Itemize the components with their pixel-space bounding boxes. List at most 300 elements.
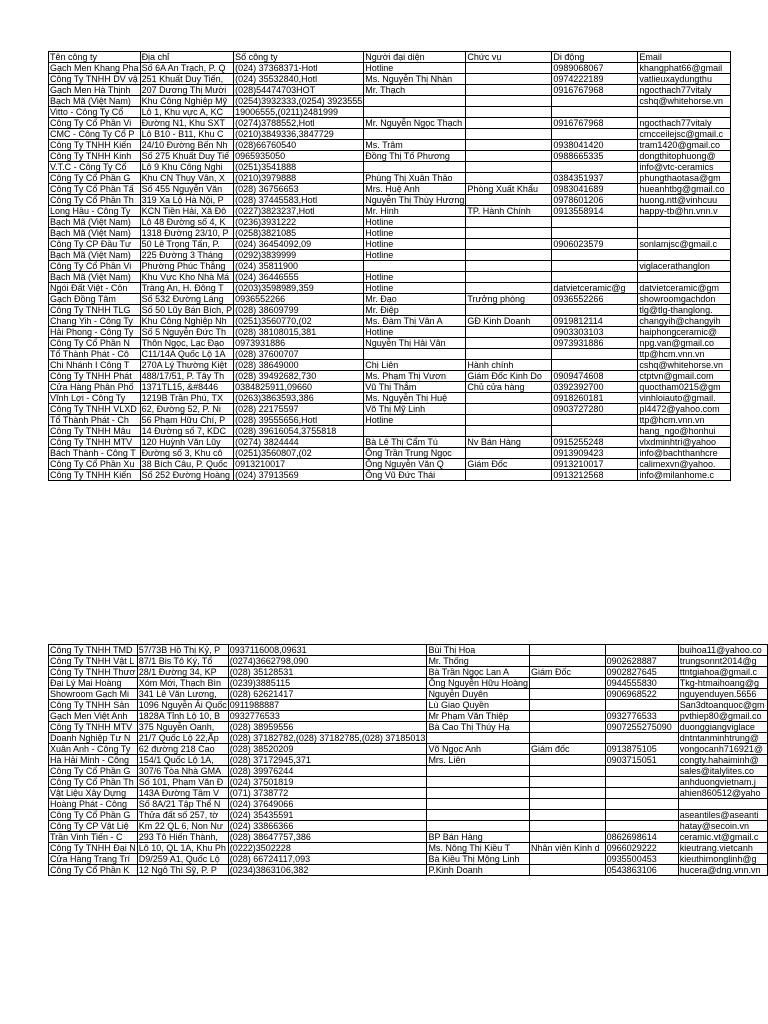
cell-company: Bạch Mã (Việt Nam) — [49, 217, 141, 228]
cell-position — [466, 448, 552, 459]
cell-address: Km 22 QL 6, Non Nư — [137, 821, 228, 832]
table-row — [49, 645, 768, 656]
cell-mobile: 0918260181 — [552, 393, 638, 404]
cell-address: 488/17/51, P. Tây Th — [140, 371, 234, 382]
cell-address: 24/10 Đường Bến Nh — [140, 140, 234, 151]
cell-contact: BP Bán Hàng — [427, 832, 530, 843]
cell-email: pl4472@yahoo.com — [638, 404, 731, 415]
cell-address: D9/259 A1, Quốc Lộ — [137, 854, 228, 865]
cell-contact: Ông Vũ Đức Thái — [364, 470, 466, 481]
cell-email: ctptvn@gmail.com — [638, 371, 731, 382]
cell-mobile: 0938041420 — [552, 140, 638, 151]
table-row — [49, 195, 731, 206]
cell-position — [466, 426, 552, 437]
cell-phone: (0210)3979888 — [234, 173, 364, 184]
cell-phone: (028) 38520209 — [228, 744, 427, 755]
cell-contact: Ông Nguyễn Hữu Hoàng — [428, 678, 529, 688]
cell-position: GĐ Kinh Doanh — [466, 316, 552, 327]
cell-email: info@vtc-ceramics — [638, 162, 731, 173]
cell-mobile: 0974222189 — [552, 74, 638, 85]
cell-contact: Hotline — [364, 217, 466, 228]
cell-company: Vật Liệu Xây Dựng — [49, 788, 138, 799]
cell-position — [530, 645, 606, 656]
cell-position — [466, 338, 552, 349]
cell-position — [530, 865, 606, 876]
cell-phone: (0227)3823237,Hotl — [234, 206, 364, 217]
cell-mobile — [605, 700, 678, 711]
cell-address: 21/7 Quốc Lộ 22,Ấp — [137, 733, 228, 744]
table-row — [49, 755, 768, 766]
cell-address: Lô B10 - B11, Khu C — [140, 129, 234, 140]
cell-position — [530, 788, 606, 799]
cell-phone: (028) 38108015,381 — [234, 327, 364, 338]
cell-position — [466, 173, 552, 184]
cell-contact: Mr. Nguyễn Ngọc Thạch — [364, 118, 466, 129]
table-row — [49, 162, 731, 173]
header-cell-contact: Người đại diện — [364, 52, 466, 63]
cell-contact — [427, 777, 530, 788]
cell-address: Số 252 Đường Hoàng — [140, 470, 234, 481]
cell-contact: Ms. Trâm — [364, 140, 466, 151]
table-row — [49, 272, 731, 283]
table-row — [49, 63, 731, 74]
cell-contact: Ms. Phạm Thị Vươn — [364, 371, 466, 382]
cell-mobile: 0902827645 — [605, 667, 678, 678]
cell-mobile: 0936552266 — [552, 294, 638, 305]
cell-position — [466, 118, 552, 129]
cell-phone: (0263)3863593,386 — [234, 393, 364, 404]
cell-mobile: 0944555830 — [605, 678, 678, 689]
cell-mobile: 0913909423 — [552, 448, 638, 459]
table-row — [49, 349, 731, 360]
cell-contact: Hotline — [364, 228, 466, 239]
cell-company: Bạch Mã (Việt Nam) — [49, 96, 141, 107]
cell-phone: (024) 35435591 — [228, 810, 427, 821]
cell-position — [466, 261, 552, 272]
header-row — [49, 52, 731, 63]
table-row — [49, 689, 768, 700]
cell-email: ttp@hcm.vnn.vn — [638, 349, 731, 360]
table-row — [49, 722, 768, 733]
cell-position — [466, 272, 552, 283]
cell-mobile: 0392392700 — [552, 382, 638, 393]
cell-company: Công Ty TNHH Mâu — [49, 426, 141, 437]
cell-contact: Mr. Điệp — [364, 305, 466, 316]
cell-mobile — [605, 733, 678, 744]
cell-position — [530, 810, 606, 821]
table-row — [49, 448, 731, 459]
cell-phone: (0254)3932333,(0254) 3923555 — [235, 96, 363, 106]
table-row — [49, 129, 731, 140]
cell-phone: (024) 35532840,Hotl — [234, 74, 364, 85]
cell-position — [466, 195, 552, 206]
cell-contact: Võ Ngọc Anh — [427, 744, 530, 755]
cell-position — [466, 96, 552, 107]
cell-contact: Chị Liên — [364, 360, 466, 371]
cell-email: vinhloiauto@gmail. — [638, 393, 731, 404]
cell-address: Số 101, Phạm Văn Đ — [137, 777, 228, 788]
cell-contact: Mr. Đạo — [364, 294, 466, 305]
cell-phone: (028) 37445583,Hotl — [234, 195, 364, 206]
cell-address: 14 Đường số 7, KDC — [140, 426, 234, 437]
cell-address: Số 275 Khuất Duy Tiế — [140, 151, 234, 162]
cell-phone: (024) 37649066 — [228, 799, 427, 810]
table-row — [49, 382, 731, 393]
cell-company: Bạch Mã (Việt Nam) — [49, 250, 141, 261]
cell-address: 87/1 Bis Tô Ký, Tổ — [137, 656, 228, 667]
cell-address: 28/1 Đường 34, KP — [137, 667, 228, 678]
cell-address: Số 532 Đường Láng — [140, 294, 234, 305]
cell-company: Công Ty TNHH Kiến — [49, 470, 141, 481]
cell-company: Doanh Nghiệp Tư N — [49, 733, 138, 744]
cell-address: KCN Tiền Hải, Xã Đô — [140, 206, 234, 217]
cell-address: 38 Bích Câu, P. Quốc — [140, 459, 234, 470]
cell-company: Công Ty Cổ Phần Tấ — [49, 184, 141, 195]
cell-mobile — [552, 129, 638, 140]
cell-position: Chủ cửa hàng — [466, 382, 552, 393]
cell-phone: (028) 39616054,3755818 — [234, 426, 364, 437]
contacts-table-top — [48, 51, 731, 481]
cell-contact: Đồng Thị Tố Phương — [364, 151, 466, 162]
cell-mobile: 0903715051 — [605, 755, 678, 766]
table-row — [49, 404, 731, 415]
cell-contact: Bà Kiều Thị Mộng Linh — [427, 854, 530, 865]
cell-email — [678, 799, 767, 810]
cell-contact — [427, 810, 530, 821]
cell-position: TP. Hành Chính — [466, 206, 552, 217]
cell-phone: (0258)3821085 — [234, 228, 364, 239]
cell-mobile: 0989068067 — [552, 63, 638, 74]
cell-address: 341 Lê Văn Lương, — [137, 689, 228, 700]
cell-email: hueanhtbg@gmail.co — [638, 184, 731, 195]
cell-phone: (0274)3662798,090 — [228, 656, 427, 667]
cell-company: Bách Thành - Công T — [49, 448, 141, 459]
cell-company: Chi Nhánh I Công T — [49, 360, 141, 371]
cell-phone: (028) 22175597 — [234, 404, 364, 415]
cell-email: ngocthach77vitaly — [638, 85, 731, 96]
cell-address: 120 Huỳnh Văn Lũy — [140, 437, 234, 448]
cell-position — [530, 821, 606, 832]
cell-mobile — [552, 305, 638, 316]
table-row — [49, 327, 731, 338]
cell-email: viglacerathanglon — [638, 261, 731, 272]
cell-company: Công Ty Cổ Phần Vi — [49, 261, 141, 272]
cell-address: 62 đường 218 Cao — [137, 744, 228, 755]
table-row — [49, 678, 768, 689]
cell-address: 62, Đường 52, P. Ni — [140, 404, 234, 415]
table-row — [49, 338, 731, 349]
cell-email: info@milanhome.c — [638, 470, 731, 481]
cell-phone: (0251)3560770,(02 — [234, 316, 364, 327]
contacts-table-bottom — [48, 644, 768, 876]
cell-position: Phòng Xuất Khẩu — [466, 184, 552, 195]
cell-company: Chang Yih - Công Ty — [49, 316, 141, 327]
cell-mobile — [605, 645, 678, 656]
cell-contact — [427, 788, 530, 799]
cell-phone: (028) 38647757,386 — [228, 832, 427, 843]
cell-contact: Mr. Hinh — [364, 206, 466, 217]
cell-contact: Ms. Nguyễn Thị Huệ — [364, 393, 466, 404]
cell-mobile: 0903727280 — [552, 404, 638, 415]
cell-position — [466, 140, 552, 151]
cell-company: Long Hầu - Công Ty — [49, 206, 141, 217]
cell-company: Vĩnh Lợi - Công Ty — [49, 393, 141, 404]
cell-email: nguyenduyen.5656 — [678, 689, 767, 700]
table-row — [49, 788, 768, 799]
cell-company: Bạch Mã (Việt Nam) — [49, 272, 141, 283]
table-row — [49, 832, 768, 843]
cell-company: Công Ty TNHH MTV — [49, 722, 138, 733]
cell-company: Cửa Hàng Phân Phố — [49, 382, 141, 393]
cell-company: Công Ty Cổ Phần Th — [49, 195, 141, 206]
cell-phone: (024) 37913569 — [234, 470, 364, 481]
cell-company: Cửa Hàng Trang Trí — [49, 854, 138, 865]
cell-address: 57/73B Hồ Thị Kỷ, P — [137, 645, 228, 656]
cell-address: 56 Phạm Hữu Chí, P — [140, 415, 234, 426]
cell-email: trungsonnt2014@g — [678, 656, 767, 667]
table-row — [49, 107, 731, 118]
cell-company: Công Ty TNHH Thươ — [50, 667, 136, 677]
cell-phone: (0251)3541888 — [234, 162, 364, 173]
cell-email: anhduongvietnam.j — [678, 777, 767, 788]
cell-mobile: 0932776533 — [605, 711, 678, 722]
cell-mobile: 0903303103 — [552, 327, 638, 338]
cell-contact: Mr. Thống — [427, 656, 530, 667]
cell-mobile: 0906968522 — [605, 689, 678, 700]
table-row — [49, 206, 731, 217]
cell-phone: (0234)3863106,382 — [228, 865, 427, 876]
cell-address: Số 8A/21 Tập Thể N — [137, 799, 228, 810]
cell-mobile: 0902628887 — [605, 656, 678, 667]
cell-phone: 0932776533 — [228, 711, 427, 722]
cell-company: Tổ Thành Phát - Cô — [49, 349, 141, 360]
table-row — [49, 744, 768, 755]
cell-phone: (028) 38649000 — [234, 360, 364, 371]
cell-company: Gạch Men Hà Thịnh — [49, 85, 141, 96]
cell-mobile: 0909474608 — [552, 371, 638, 382]
cell-email — [638, 217, 731, 228]
cell-email: khangphat66@gmail — [638, 63, 731, 74]
cell-phone: 0965935050 — [234, 151, 364, 162]
cell-email: congty.hahaiminh@ — [678, 755, 767, 766]
cell-mobile — [552, 261, 638, 272]
cell-address: Lô 48 Đường số 4, K — [140, 217, 234, 228]
cell-position — [530, 700, 606, 711]
cell-email: sales@italylites.co — [678, 766, 767, 777]
cell-email: Tkg-htmaihoang@g — [678, 678, 767, 689]
cell-email: npg.van@gmail.co — [638, 338, 731, 349]
cell-company: Công Ty CP Vật Liệ — [49, 821, 138, 832]
table-row — [49, 426, 731, 437]
cell-email: ceramic.vt@gmail.c — [678, 832, 767, 843]
cell-company: Xuân Anh - Công Ty — [49, 744, 138, 755]
cell-mobile: 0907255275090 — [605, 722, 678, 733]
header-cell-company: Tên công ty — [49, 52, 141, 63]
cell-phone: 19006555,(0211)2481999 — [234, 107, 364, 118]
cell-company: Hoàng Phát - Công — [49, 799, 138, 810]
table-row — [49, 810, 768, 821]
cell-mobile — [552, 360, 638, 371]
cell-mobile — [552, 426, 638, 437]
cell-address: Đường N1, Khu SXT — [140, 118, 234, 129]
cell-contact: Ông Nguyễn Văn Q — [364, 459, 466, 470]
cell-email: happy-tb@hn.vnn.v — [638, 206, 731, 217]
cell-position — [530, 799, 606, 810]
cell-mobile — [552, 162, 638, 173]
cell-contact: Bà Lê Thị Cẩm Tú — [364, 437, 466, 448]
table-row — [49, 228, 731, 239]
cell-contact — [364, 107, 466, 118]
cell-position — [466, 327, 552, 338]
cell-phone: (024) 36446555 — [234, 272, 364, 283]
cell-phone: (028) 38959556 — [228, 722, 427, 733]
cell-contact: Mr Phạm Văn Thiệp — [427, 711, 530, 722]
cell-company: Bạch Mã (Việt Nam) — [49, 228, 141, 239]
cell-company: Ngói Đất Việt - Côn — [49, 283, 141, 294]
cell-email: huong.ntt@vinhcuu — [638, 195, 731, 206]
cell-phone: 0937116008,09631 — [228, 645, 427, 656]
table-row — [49, 656, 768, 667]
cell-address: Tràng An, H. Đông T — [140, 283, 234, 294]
cell-contact — [364, 162, 466, 173]
cell-mobile — [605, 766, 678, 777]
cell-position — [466, 393, 552, 404]
cell-mobile: 0966029222 — [605, 843, 678, 854]
cell-phone: (024) 36454092,09 — [234, 239, 364, 250]
cell-phone: 0911988887 — [228, 700, 427, 711]
cell-phone: 0384825911,09660 — [234, 382, 364, 393]
cell-phone: (0210)3849336,3847729 — [234, 129, 364, 140]
cell-mobile: 0862698614 — [605, 832, 678, 843]
cell-contact: Nguyễn Thị Hải Vân — [364, 338, 466, 349]
cell-mobile — [552, 272, 638, 283]
cell-email: info@bachthanhcre — [638, 448, 731, 459]
cell-position: Giám đốc — [530, 744, 606, 755]
cell-position — [466, 283, 552, 294]
cell-phone: (024) 37501819 — [228, 777, 427, 788]
cell-company: Công Ty TNHH Phát — [49, 371, 141, 382]
cell-company: Trần Vinh Tiến - C — [49, 832, 138, 843]
cell-address: 293 Tô Hiến Thành, — [137, 832, 228, 843]
cell-position — [466, 239, 552, 250]
table-row — [49, 96, 731, 107]
cell-email: tlg@tlg-thanglong. — [638, 305, 731, 316]
cell-contact: Ms. Nguyễn Thị Nhàn — [364, 74, 466, 85]
cell-address: Khu Công Nghiệp Nh — [140, 316, 234, 327]
cell-mobile: 0988665335 — [552, 151, 638, 162]
table-row — [49, 239, 731, 250]
cell-position — [466, 107, 552, 118]
cell-address: 143A Đường Tầm V — [137, 788, 228, 799]
cell-phone: (028) 37172945,371 — [228, 755, 427, 766]
cell-email: kieutrang.vietcanh — [678, 843, 767, 854]
cell-phone: (028)66760540 — [234, 140, 364, 151]
cell-position: Nhân viên Kinh d — [530, 843, 606, 854]
table-row — [49, 667, 768, 678]
table-row — [49, 371, 731, 382]
table-row — [49, 437, 731, 448]
cell-company: Công Ty Cổ Phần K — [49, 865, 138, 876]
table-row — [49, 393, 731, 404]
cell-company: Hải Phong - Công Ty — [49, 327, 141, 338]
cell-position: Trưởng phòng — [466, 294, 552, 305]
cell-contact — [427, 821, 530, 832]
cell-position: Hành chính — [466, 360, 552, 371]
cell-phone: (028) 36756653 — [234, 184, 364, 195]
cell-address: 225 Đường 3 Tháng — [140, 250, 234, 261]
cell-phone: (028) 39555656,Hotl — [234, 415, 364, 426]
cell-company: V.T.C - Công Ty Cổ — [49, 162, 141, 173]
cell-email — [638, 228, 731, 239]
table-row — [49, 799, 768, 810]
cell-phone: (0222)3502228 — [228, 843, 427, 854]
cell-address: Số 50 Lũy Bán Bích, P — [141, 305, 233, 315]
cell-address: Số 455 Nguyễn Văn — [140, 184, 234, 195]
cell-email: showroomgachdon — [638, 294, 731, 305]
cell-phone: (024) 37368371-Hotl — [234, 63, 364, 74]
table-row — [49, 217, 731, 228]
cell-position — [530, 733, 606, 744]
cell-contact — [364, 129, 466, 140]
cell-mobile: 0384351937 — [552, 173, 638, 184]
cell-mobile: 0913875105 — [605, 744, 678, 755]
cell-email: sonlamjsc@gmail.c — [638, 239, 731, 250]
cell-position — [466, 228, 552, 239]
table-row — [49, 777, 768, 788]
cell-company: Tổ Thành Phát - Ch — [49, 415, 141, 426]
cell-company: Công Ty TNHH Đại N — [50, 843, 136, 853]
table-row — [49, 360, 731, 371]
cell-company: Công Ty TNHH Sản — [49, 700, 138, 711]
cell-position — [466, 470, 552, 481]
cell-contact: Mr. Thạch — [364, 85, 466, 96]
cell-company: Công Ty TNHH Kinh — [49, 151, 141, 162]
cell-contact: Ms. Đàm Thị Vân A — [364, 316, 466, 327]
cell-phone: (0236)3931222 — [234, 217, 364, 228]
cell-company: Công Ty TNHH TLG — [49, 305, 141, 316]
cell-contact: Võ Thị Mỹ Linh — [364, 404, 466, 415]
cell-address: Số 6A An Trạch, P. Q — [140, 63, 234, 74]
cell-company: Gạch Men Việt Anh — [49, 711, 138, 722]
cell-email: cshq@whitehorse.vn — [638, 96, 731, 107]
cell-phone: (028) 66724117,093 — [228, 854, 427, 865]
cell-company: Công Ty Cổ Phần N — [49, 338, 141, 349]
cell-mobile — [552, 217, 638, 228]
cell-position — [530, 711, 606, 722]
table-row — [49, 85, 731, 96]
table-row — [49, 173, 731, 184]
table-row — [49, 261, 731, 272]
cell-position — [530, 678, 606, 689]
cell-contact: Hotline — [364, 415, 466, 426]
header-cell-address: Địa chỉ — [140, 52, 234, 63]
table-row — [49, 151, 731, 162]
cell-address: Thửa đất số 257, tờ — [137, 810, 228, 821]
cell-email: dntntanminhtrung@ — [678, 733, 767, 744]
cell-address: Khu Công Nghiệp Mỹ — [140, 96, 234, 107]
cell-phone: 0936552266 — [234, 294, 364, 305]
table-row — [49, 854, 768, 865]
cell-phone: (028) 37600707 — [234, 349, 364, 360]
cell-contact: Hotline — [364, 63, 466, 74]
cell-mobile — [605, 810, 678, 821]
cell-email: ttp@hcm.vnn.vn — [638, 415, 731, 426]
cell-position — [530, 832, 606, 843]
table-row — [49, 700, 768, 711]
cell-mobile — [552, 107, 638, 118]
cell-contact: Bà Trần Ngọc Lan A — [427, 667, 530, 678]
cell-address: 1828A Tỉnh Lộ 10, B — [137, 711, 228, 722]
